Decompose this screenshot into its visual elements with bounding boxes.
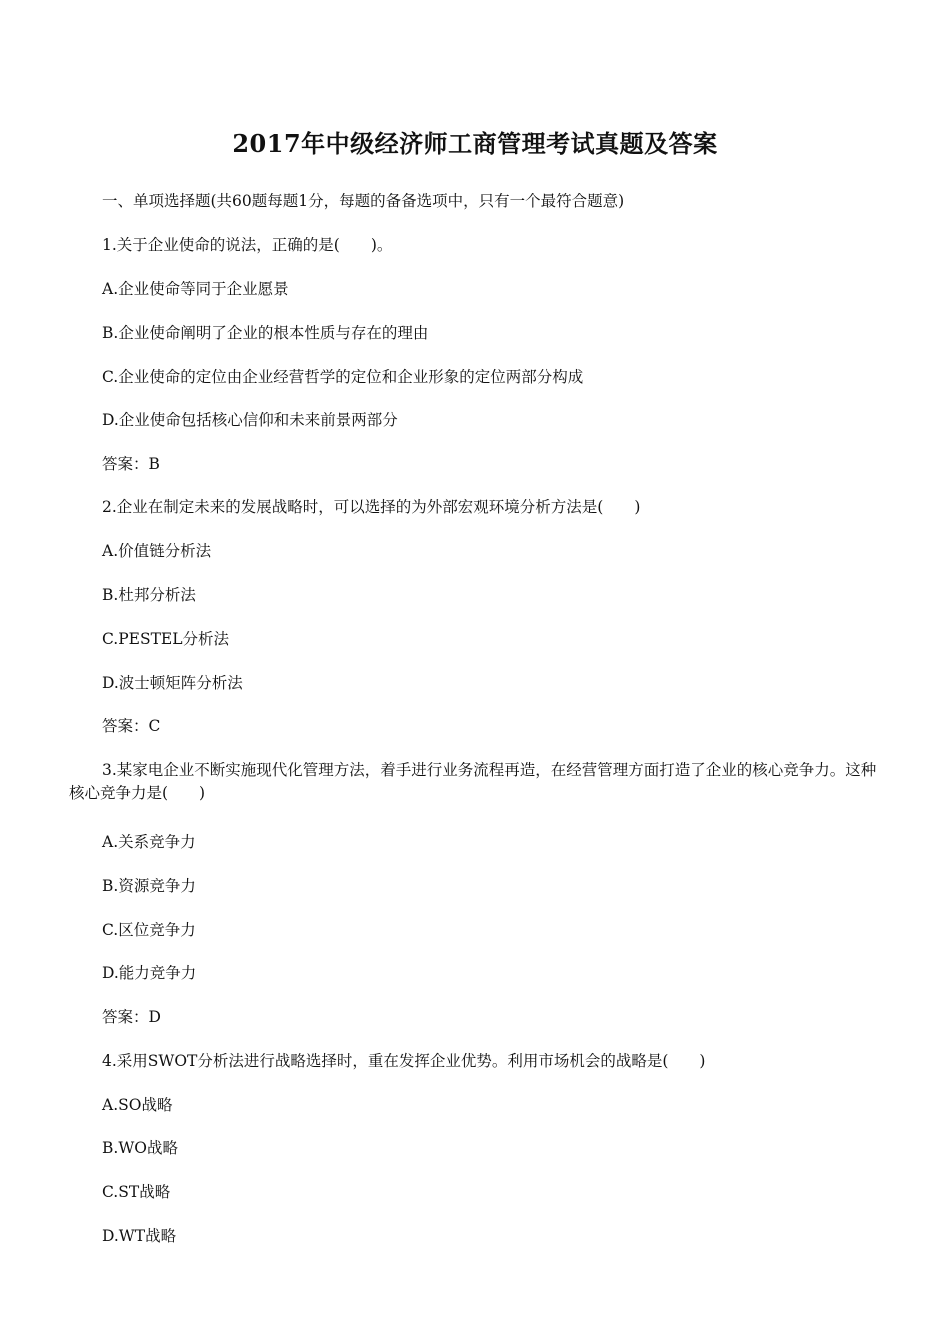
page-title: 2017年中级经济师工商管理考试真题及答案	[232, 129, 718, 158]
question-3-option-d: D.能力竞争力	[102, 964, 197, 982]
question-2-option-d: D.波士顿矩阵分析法	[102, 674, 243, 692]
question-4-option-a: A.SO战略	[102, 1096, 173, 1114]
question-2-option-a: A.价值链分析法	[102, 542, 212, 560]
question-2-stem: 2.企业在制定未来的发展战略时，可以选择的为外部宏观环境分析方法是( )	[102, 498, 641, 516]
question-2-option-b: B.杜邦分析法	[102, 586, 196, 604]
question-3-stem: 3.某家电企业不断实施现代化管理方法，着手进行业务流程再造，在经营管理方面打造了企业的核心竞争力。这种核心竞争力是( )	[69, 761, 877, 802]
question-4-stem: 4.采用SWOT分析法进行战略选择时，重在发挥企业优势。利用市场机会的战略是( )	[102, 1052, 706, 1070]
section-heading: 一、单项选择题(共60题每题1分，每题的备备选项中，只有一个最符合题意)	[102, 192, 625, 210]
question-1-option-b: B.企业使命阐明了企业的根本性质与存在的理由	[102, 324, 429, 342]
question-3-option-a: A.关系竞争力	[102, 833, 196, 851]
question-1-option-c: C.企业使命的定位由企业经营哲学的定位和企业形象的定位两部分构成	[102, 368, 584, 386]
question-4-option-b: B.WO战略	[102, 1139, 178, 1157]
question-4-option-c: C.ST战略	[102, 1183, 171, 1201]
question-1-stem: 1.关于企业使命的说法，正确的是( )。	[102, 236, 393, 254]
question-1-answer: 答案：B	[102, 455, 160, 473]
question-3-option-b: B.资源竞争力	[102, 877, 196, 895]
question-2-option-c: C.PESTEL分析法	[102, 630, 230, 648]
question-1-option-a: A.企业使命等同于企业愿景	[102, 280, 289, 298]
question-3-option-c: C.区位竞争力	[102, 921, 196, 939]
question-4-option-d: D.WT战略	[102, 1227, 177, 1245]
question-2-answer: 答案：C	[102, 717, 161, 735]
question-3-answer: 答案：D	[102, 1008, 161, 1026]
question-1-option-d: D.企业使命包括核心信仰和未来前景两部分	[102, 411, 398, 429]
